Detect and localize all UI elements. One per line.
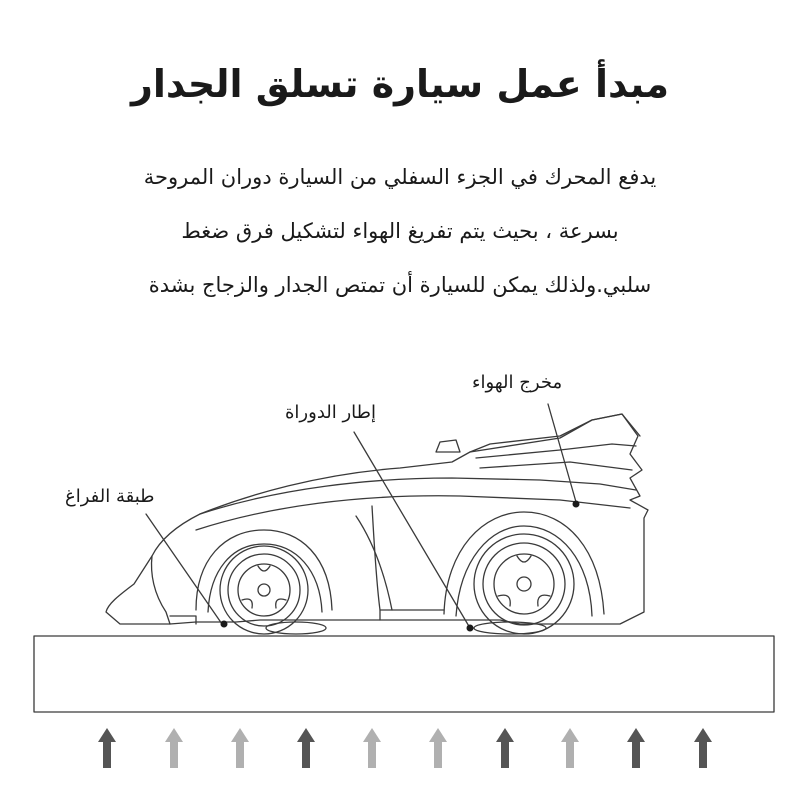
label-air-outlet: مخرج الهواء <box>472 372 563 393</box>
front-wheel <box>220 546 308 634</box>
wall-surface <box>34 636 774 712</box>
car-body <box>106 414 648 624</box>
description-line-3: سلبي.ولذلك يمكن للسيارة أن تمتص الجدار والزجاج بشدة <box>148 273 652 297</box>
description-line-1: يدفع المحرك في الجزء السفلي من السيارة دوران المروحة <box>143 165 657 189</box>
airflow-arrow-light <box>561 728 579 768</box>
marker-dot-vacuum-layer <box>221 621 228 628</box>
airflow-arrow-light <box>231 728 249 768</box>
airflow-arrows <box>98 728 712 768</box>
airflow-arrow-dark <box>627 728 645 768</box>
airflow-arrow-dark <box>297 728 315 768</box>
leader-line-vacuum-layer <box>146 514 222 624</box>
rear-wheel <box>474 534 574 634</box>
front-nose <box>152 556 170 624</box>
page-title: مبدأ عمل سيارة تسلق الجدار <box>131 62 669 106</box>
spoiler-inner-2 <box>480 462 632 470</box>
roof-fin <box>436 440 460 452</box>
marker-dot-air-outlet <box>573 501 580 508</box>
front-tyre-contact <box>266 622 326 634</box>
label-vacuum-layer: طبقة الفراغ <box>65 486 155 507</box>
label-rotor-frame: إطار الدوراة <box>285 402 376 423</box>
airflow-arrow-light <box>429 728 447 768</box>
rear-wheel-arch-inner <box>456 526 592 616</box>
airflow-arrow-dark <box>694 728 712 768</box>
description-line-2: بسرعة ، بحيث يتم تفريغ الهواء لتشكيل فرق ضغط <box>181 219 619 243</box>
marker-dot-rotor-frame <box>467 625 474 632</box>
airflow-arrow-dark <box>496 728 514 768</box>
airflow-arrow-dark <box>98 728 116 768</box>
spoiler-inner <box>476 444 636 458</box>
side-panel <box>372 506 444 610</box>
rear-spoiler <box>470 414 640 452</box>
rear-wheel-arch <box>444 512 604 614</box>
leader-line-air-outlet <box>548 404 576 502</box>
airflow-arrow-light <box>165 728 183 768</box>
airflow-arrow-light <box>363 728 381 768</box>
front-wheel-arch <box>196 530 332 610</box>
